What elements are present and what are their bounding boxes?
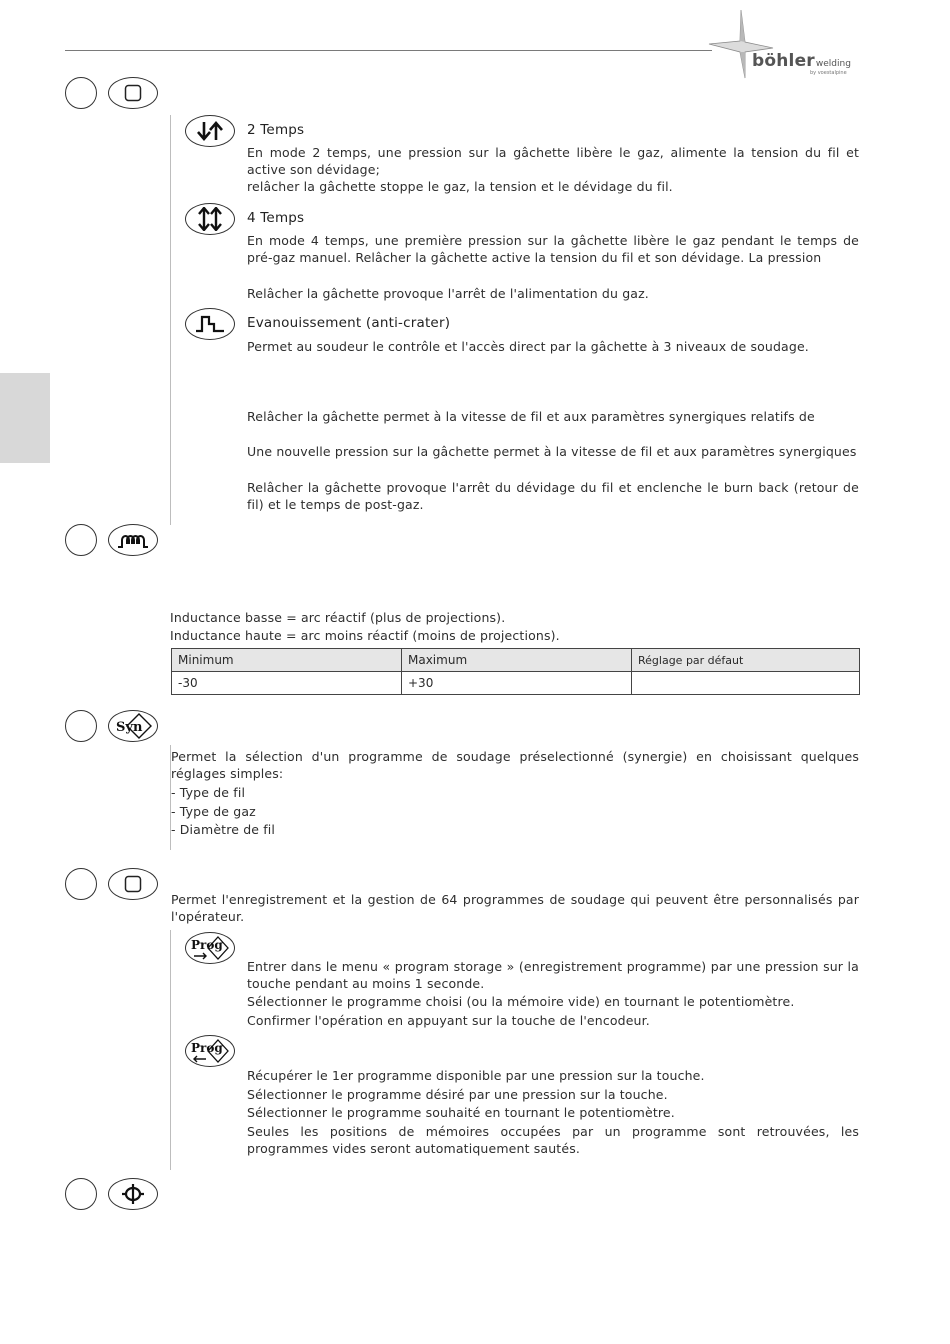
callout-circle <box>65 710 97 742</box>
four-stroke-text: En mode 4 temps, une première pression sur la gâchette libère le gaz pendant le temps de pré-gaz manuel. Relâcher la gâchette active la tension du fil et son dévidage. La pression <box>247 233 859 265</box>
crater-text-2: Relâcher la gâchette permet à la vitesse de fil et aux paramètres synergiques relatifs de <box>247 409 815 424</box>
program-recall-step-4: Seules les positions de mémoires occupées par un programme sont retrouvées, les programmes vides seront automatiquement sautés. <box>247 1124 859 1156</box>
crater-button[interactable] <box>185 308 235 340</box>
crater-text-1: Permet au soudeur le contrôle et l'accès direct par la gâchette à 3 niveaux de soudage. <box>247 339 809 354</box>
program-recall-icon <box>188 1037 232 1065</box>
two-stroke-title: 2 Temps <box>247 122 305 138</box>
header-rule <box>65 50 712 51</box>
brand-suffix: welding <box>815 59 851 69</box>
callout-circle <box>65 1178 97 1210</box>
brand-name: böhler <box>752 51 815 71</box>
inductance-coil-icon <box>115 530 151 550</box>
side-tab <box>0 373 50 463</box>
table-header-maximum: Maximum <box>402 649 632 672</box>
crater-title: Evanouissement (anti-crater) <box>247 315 451 331</box>
callout-circle <box>65 77 97 109</box>
four-stroke-icon <box>193 207 227 231</box>
synergy-icon-label: Syn <box>116 720 143 735</box>
synergy-icon <box>111 712 155 740</box>
two-stroke-button[interactable] <box>185 115 235 147</box>
four-stroke-button[interactable] <box>185 203 235 235</box>
section-bar <box>170 115 171 525</box>
program-recall-button[interactable] <box>185 1035 235 1067</box>
program-store-button[interactable] <box>185 932 235 964</box>
double-pulse-icon <box>118 1182 148 1206</box>
mode-button[interactable] <box>108 77 158 109</box>
crater-text-4: Relâcher la gâchette provoque l'arrêt du dévidage du fil et enclenche le burn back (retour de fil) et le temps de post-gaz. <box>247 480 859 512</box>
two-stroke-icon <box>193 120 227 142</box>
program-recall-step-2: Sélectionner le programme désiré par une pression sur la touche. <box>247 1087 668 1102</box>
two-stroke-text: En mode 2 temps, une pression sur la gâchette libère le gaz, alimente la tension du fil et active son dévidage; relâcher la gâchette stoppe le gaz, la tension et le dévidage du fil. <box>247 145 859 194</box>
synergy-item-gas-type: - Type de gaz <box>171 804 256 819</box>
program-intro-text: Permet l'enregistrement et la gestion de 64 programmes de soudage qui peuvent être personnalisés par l'opérateur. <box>171 892 859 924</box>
program-recall-step-3: Sélectionner le programme souhaité en tournant le potentiomètre. <box>247 1105 675 1120</box>
table-header-row <box>172 649 860 672</box>
synergy-item-wire-diameter: - Diamètre de fil <box>171 822 276 837</box>
synergy-button[interactable] <box>108 710 158 742</box>
double-pulse-button[interactable] <box>108 1178 158 1210</box>
table-cell-default <box>632 672 860 695</box>
inductance-button[interactable] <box>108 524 158 556</box>
callout-circle <box>65 524 97 556</box>
synergy-text: Permet la sélection d'un programme de soudage préselectionné (synergie) en choisissant quelques réglages simples: <box>171 749 859 781</box>
brand-logo <box>705 8 875 80</box>
four-stroke-release-text: Relâcher la gâchette provoque l'arrêt de l'alimentation du gaz. <box>247 286 649 301</box>
table-header-minimum: Minimum <box>172 649 402 672</box>
program-store-icon-label: Prog <box>191 938 223 952</box>
crater-text-3: Une nouvelle pression sur la gâchette permet à la vitesse de fil et aux paramètres synergiques <box>247 444 857 459</box>
section-bar <box>170 930 171 1170</box>
program-store-icon <box>188 934 232 962</box>
inductance-low-text: Inductance basse = arc réactif (plus de projections). <box>170 610 506 625</box>
crater-steps-icon <box>193 313 227 335</box>
program-store-step-1: Entrer dans le menu « program storage » (enregistrement programme) par une pression sur la touche pendant au moins 1 seconde. <box>247 959 859 991</box>
square-key-icon <box>123 874 143 894</box>
table-row <box>172 672 860 695</box>
brand-tagline: by voestalpine <box>810 70 847 76</box>
program-store-step-2: Sélectionner le programme choisi (ou la mémoire vide) en tournant le potentiomètre. <box>247 994 795 1009</box>
program-store-step-3: Confirmer l'opération en appuyant sur la touche de l'encodeur. <box>247 1013 650 1028</box>
program-recall-step-1: Récupérer le 1er programme disponible par une pression sur la touche. <box>247 1068 705 1083</box>
inductance-table <box>171 648 860 695</box>
inductance-high-text: Inductance haute = arc moins réactif (moins de projections). <box>170 628 560 643</box>
synergy-item-wire-type: - Type de fil <box>171 785 246 800</box>
four-stroke-title: 4 Temps <box>247 210 305 226</box>
square-key-icon <box>123 83 143 103</box>
callout-circle <box>65 868 97 900</box>
program-button[interactable] <box>108 868 158 900</box>
table-cell-maximum: +30 <box>402 672 632 695</box>
program-recall-icon-label: Prog <box>191 1041 223 1055</box>
table-header-default: Réglage par défaut <box>632 649 860 672</box>
table-cell-minimum: -30 <box>172 672 402 695</box>
